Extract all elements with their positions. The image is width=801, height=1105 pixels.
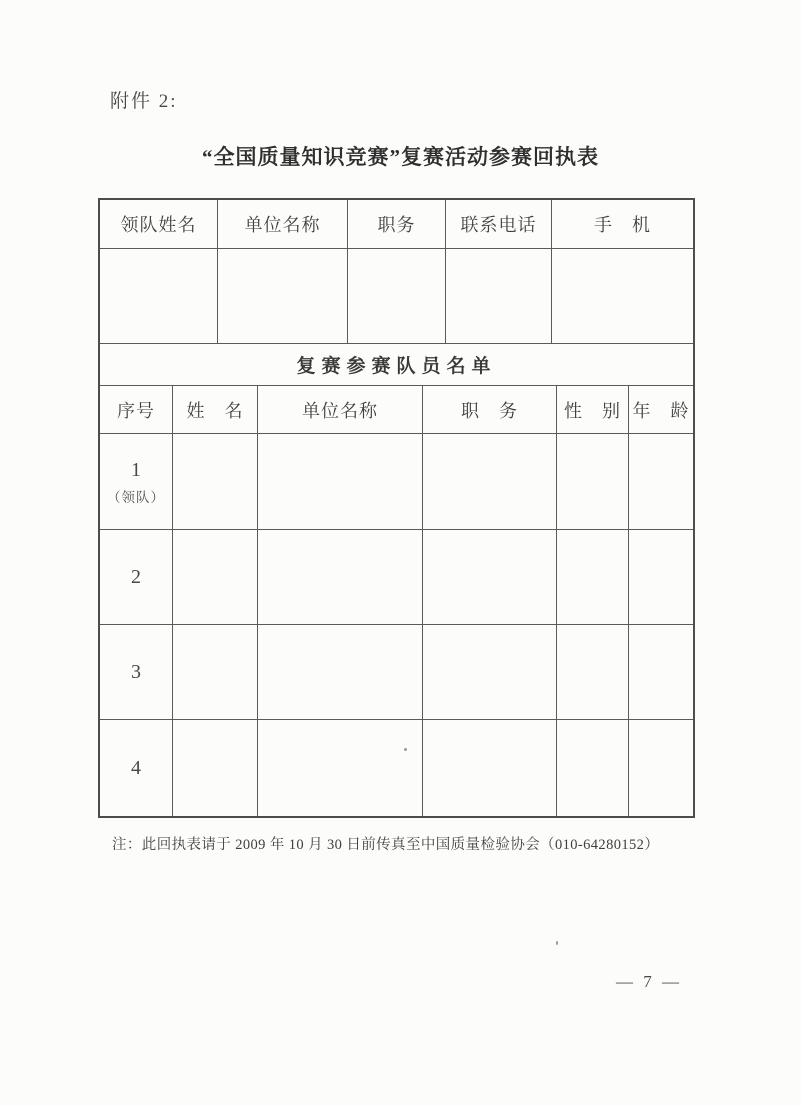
member-cell-age: [629, 434, 693, 530]
member-index-number: 2: [131, 566, 141, 588]
members-grid: [100, 386, 693, 816]
fax-note: 注：此回执表请于 2009 年 10 月 30 日前传真至中国质量检验协会（010-64280152）: [112, 837, 660, 853]
return-form-table: [98, 198, 695, 818]
member-index-number: 3: [131, 661, 141, 683]
leader-header-organization: 单位名称: [218, 200, 348, 249]
attachment-label: 附件 2:: [110, 91, 178, 112]
scan-speck: [404, 748, 407, 751]
member-cell-gender: [557, 625, 629, 720]
member-cell-position: [423, 434, 557, 530]
leader-header-position: 职务: [348, 200, 446, 249]
member-header-age: 年 龄: [629, 386, 693, 434]
scan-speck: [556, 941, 558, 945]
member-cell-gender: [557, 720, 629, 816]
member-cell-name: [173, 720, 258, 816]
leader-header-phone: 联系电话: [446, 200, 552, 249]
leader-value-mobile: [552, 249, 693, 344]
member-cell-position: [423, 720, 557, 816]
member-cell-position: [423, 530, 557, 625]
member-cell-organization: [258, 530, 423, 625]
member-index-note: （领队）: [107, 489, 165, 505]
leader-header-mobile: 手 机: [552, 200, 693, 249]
member-header-organization: 单位名称: [258, 386, 423, 434]
member-cell-age: [629, 720, 693, 816]
member-cell-organization: [258, 720, 423, 816]
leader-value-position: [348, 249, 446, 344]
leader-info-grid: [100, 200, 693, 344]
member-row-index: [100, 434, 173, 530]
member-cell-name: [173, 530, 258, 625]
member-index-number: 4: [131, 757, 141, 779]
member-row-index: [100, 625, 173, 720]
leader-value-phone: [446, 249, 552, 344]
document-title: “全国质量知识竞赛”复赛活动参赛回执表: [202, 145, 599, 169]
member-index-number: 1: [131, 458, 141, 481]
member-header-number: 序号: [100, 386, 173, 434]
member-header-position: 职 务: [423, 386, 557, 434]
member-cell-age: [629, 625, 693, 720]
members-section-title: 复赛参赛队员名单: [100, 344, 693, 386]
leader-header-name: 领队姓名: [100, 200, 218, 249]
member-cell-organization: [258, 625, 423, 720]
member-cell-organization: [258, 434, 423, 530]
member-cell-gender: [557, 434, 629, 530]
member-header-name: 姓 名: [173, 386, 258, 434]
member-cell-gender: [557, 530, 629, 625]
member-row-index: [100, 530, 173, 625]
leader-value-name: [100, 249, 218, 344]
page-number: — 7 —: [616, 972, 682, 991]
member-cell-age: [629, 530, 693, 625]
leader-value-organization: [218, 249, 348, 344]
member-header-gender: 性 别: [557, 386, 629, 434]
member-cell-name: [173, 434, 258, 530]
member-cell-position: [423, 625, 557, 720]
member-cell-name: [173, 625, 258, 720]
member-row-index: [100, 720, 173, 816]
